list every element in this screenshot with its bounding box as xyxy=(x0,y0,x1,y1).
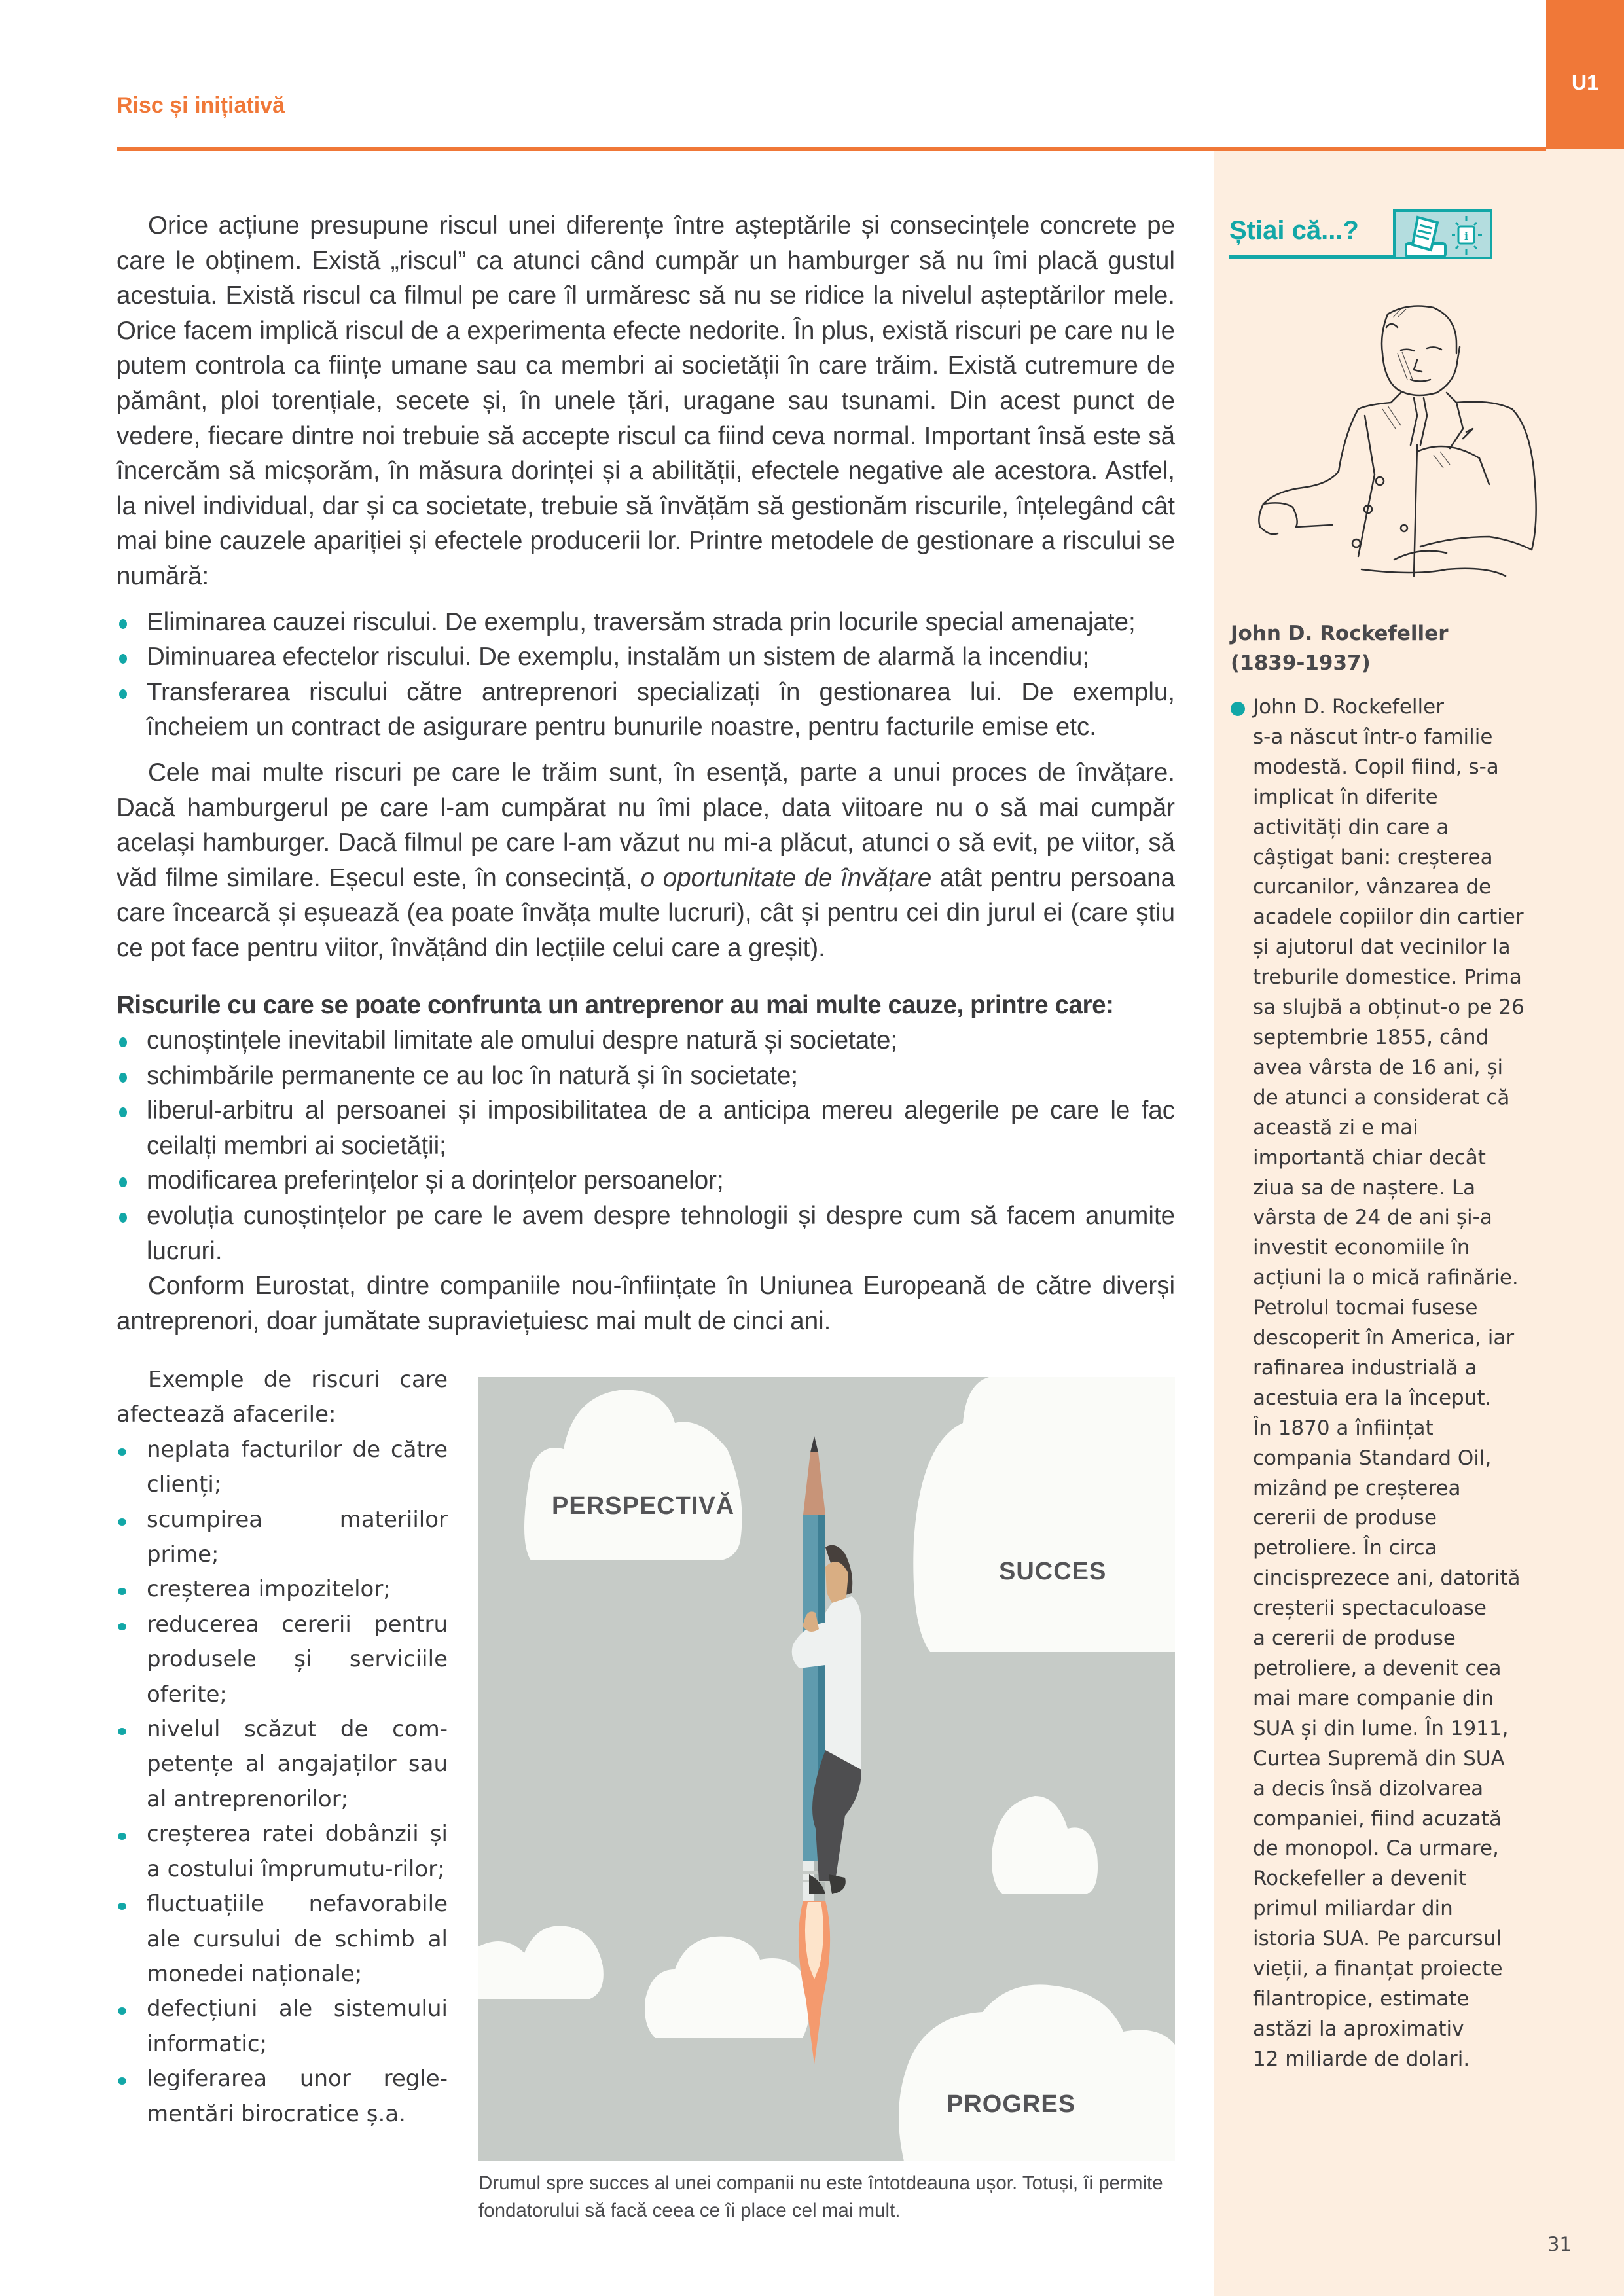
list-item: defecțiuni ale sistemului informatic; xyxy=(117,1992,448,2062)
person-trousers xyxy=(812,1750,861,1881)
list-item: cunoștințele inevitabil limitate ale omului despre natură și societate; xyxy=(117,1023,1175,1058)
biography xyxy=(1231,692,1558,2075)
learning-paragraph xyxy=(117,755,1175,966)
learning-text-1: Cele mai multe riscuri pe care le trăim sunt, în esență, parte a unui proces de învățare. Dacă hamburgerul pe care l-am cumpărat nu îmi place, data viitoare nu o să mai cumpăr același hamburger. Dacă filmul pe care l-am văzut nu mi-a plăcut, atunci o să evit, pe viitor, să văd filme similare. Eșecul este, în consecință, xyxy=(117,758,1175,892)
person-name-block xyxy=(1231,619,1545,678)
cloud-perspective xyxy=(524,1390,742,1560)
list-item: Diminuarea efectelor riscului. De exemplu, instalăm un sistem de alarmă la incendiu; xyxy=(117,639,1175,675)
cloud-success xyxy=(913,1377,1175,1652)
rockefeller-portrait xyxy=(1231,288,1564,596)
unit-tab xyxy=(1546,0,1624,149)
did-you-know-box xyxy=(1229,209,1583,259)
header-divider xyxy=(117,147,1546,151)
person-shoe-right xyxy=(829,1874,846,1894)
list-item: evoluția cunoștințelor pe care le avem despre tehnologii și despre cum să facem anumite lucruri. xyxy=(117,1198,1175,1268)
list-item: fluctuațiile nefavorabile ale cursului de schimb al monedei naționale; xyxy=(117,1887,448,1992)
cloud-progress xyxy=(899,1984,1175,2161)
pencil-rocket-illustration xyxy=(478,1377,1175,2161)
list-item: creșterea impozitelor; xyxy=(117,1572,448,1607)
eurostat-paragraph: Conform Eurostat, dintre companiile nou-înființate în Uniunea Europeană de către diverși antreprenori, doar jumătate supraviețuiesc mai mult de cinci ani. xyxy=(117,1272,1175,1335)
list-item: nivelul scăzut de com-petențe al angajaților sau al antreprenorilor; xyxy=(117,1712,448,1817)
main-content xyxy=(117,208,1175,1338)
person-name: John D. Rockefeller xyxy=(1231,622,1449,645)
list-item: scumpirea materiilor prime; xyxy=(117,1503,448,1573)
label-progress: PROGRES xyxy=(947,2090,1076,2118)
causes-heading: Riscurile cu care se poate confrunta un antreprenor au mai multe cauze, printre care: xyxy=(117,991,1114,1020)
climbing-person xyxy=(792,1545,861,1894)
label-perspective: PERSPECTIVĂ xyxy=(552,1492,735,1520)
list-item: legiferarea unor regle-mentări birocratice ș.a. xyxy=(117,2062,448,2132)
learning-emphasis: o oportunitate de învățare xyxy=(640,863,932,892)
cloud-mid xyxy=(645,1937,810,2038)
cloud-small-left xyxy=(478,1926,604,1999)
chapter-title: Risc și inițiativă xyxy=(117,93,285,118)
learning-text-2: atât pentru persoana care încearcă și eșuează (ea poate învăța multe lucruri), cât și pentru cei din jurul ei (care știu ce pot face pentru viitor, învățând din lecțiile celui care a greșit). xyxy=(117,863,1175,962)
page-number: 31 xyxy=(1547,2233,1572,2255)
did-you-know-header xyxy=(1229,209,1583,259)
label-success: SUCCES xyxy=(999,1558,1107,1585)
unit-label: U1 xyxy=(1572,71,1598,94)
svg-text:i: i xyxy=(1464,230,1469,242)
list-item: Eliminarea cauzei riscului. De exemplu, traversăm strada prin locurile special amenajate; xyxy=(117,605,1175,640)
examples-column xyxy=(117,1363,448,2132)
pencil-wood xyxy=(803,1452,825,1515)
examples-list xyxy=(117,1433,448,2132)
document-info-icon xyxy=(1393,209,1492,259)
person-face xyxy=(825,1562,848,1604)
list-item: Transferarea riscului către antreprenori specializați în gestionarea lui. De exemplu, încheiem un contract de asigurare pentru bunurile noastre, pentru facturile emise etc. xyxy=(117,675,1175,745)
person-years: (1839-1937) xyxy=(1231,651,1371,675)
list-item: schimbările permanente ce au loc în natură și în societate; xyxy=(117,1058,1175,1094)
risk-methods-list xyxy=(117,605,1175,745)
list-item: reducerea cererii pentru produsele și serviciile oferite; xyxy=(117,1607,448,1712)
list-item: creșterea ratei dobânzii și a costului împrumutu-rilor; xyxy=(117,1817,448,1887)
biography-text: John D. Rockefeller s-a născut într-o familie modestă. Copil fiind, s-a implicat în diferite activități din care a câștigat bani: creșterea curcanilor, vânzarea de acadele copiilor din cartier și ajutorul dat vecinilor la treburile domestice. Prima sa slujbă a obținut-o pe 26 septembrie 1855, când avea vârsta de 16 ani, și de atunci a considerat că această zi e mai importantă chiar decât ziua sa de naștere. La vârsta de 24 de ani și-a investit economiile în acțiuni la o mică rafinărie. Petrolul tocmai fusese descoperit în America, iar rafinarea industrială a acestuia era la început. În 1870 a înființat compania Standard Oil, mizând pe creșterea cererii de produse petroliere. În circa cincisprezece ani, datorită creșterii spectaculoase a cererii de produse petroliere, a devenit cea mai mare companie din SUA și din lume. În 1911, Curtea Supremă din SUA a decis însă dizolvarea companiei, fiind acuzată de monopol. Ca urmare, Rockefeller a devenit primul miliardar din istoria SUA. Pe parcursul vieții, a finanțat proiecte filantropice, estimate astăzi la aproximativ 12 miliarde de dolari. xyxy=(1253,695,1525,2071)
did-you-know-title: Știai că...? xyxy=(1229,216,1359,245)
list-item: modificarea preferințelor și a dorințelor persoanelor; xyxy=(117,1163,1175,1198)
causes-list xyxy=(117,1023,1175,1268)
cloud-small-right xyxy=(992,1796,1098,1894)
list-item: liberul-arbitru al persoanei și imposibilitatea de a anticipa mereu alegerile pe care le fac ceilalți membri ai societății; xyxy=(117,1093,1175,1163)
bullet-icon xyxy=(1231,702,1245,716)
pencil-lead xyxy=(810,1436,818,1452)
intro-paragraph: Orice acțiune presupune riscul unei diferențe între așteptările și consecințele concrete pe care le obținem. Există „riscul” ca atunci când cumpăr un hamburger să nu îmi placă gustul acestuia. Există riscul ca filmul pe care îl urmăresc să nu se ridice la nivelul așteptărilor mele. Orice facem implică riscul de a experimenta efecte nedorite. În plus, există riscuri pe care nu le putem controla ca ființe umane sau ca membri ai societății în care trăim. Există cutremure de pământ, ploi torențiale, secete și, în unele țări, uragane sau tsunami. Din acest punct de vedere, fiecare dintre noi trebuie să accepte riscul ca fiind ceva normal. Important însă este să încercăm să micșorăm, în măsura dorinței și a abilității, efectele negative ale acestora. Astfel, la nivel individual, dar și ca societate, trebuie să învățăm să gestionăm riscurile, înțelegând cât mai bine cauzele apariției și efectele producerii lor. Printre metodele de gestionare a riscului se numără: xyxy=(117,211,1175,590)
examples-intro: Exemple de riscuri care afectează afacerile: xyxy=(117,1367,448,1428)
person-shirt xyxy=(825,1596,861,1770)
list-item: neplata facturilor de către clienți; xyxy=(117,1433,448,1503)
figure-caption: Drumul spre succes al unei companii nu este întotdeauna ușor. Totuși, îi permite fondatorului să facă ceea ce îi place cel mai mult. xyxy=(478,2172,1163,2221)
rocket-flame xyxy=(799,1901,830,2064)
examples-section xyxy=(117,1363,1175,2221)
